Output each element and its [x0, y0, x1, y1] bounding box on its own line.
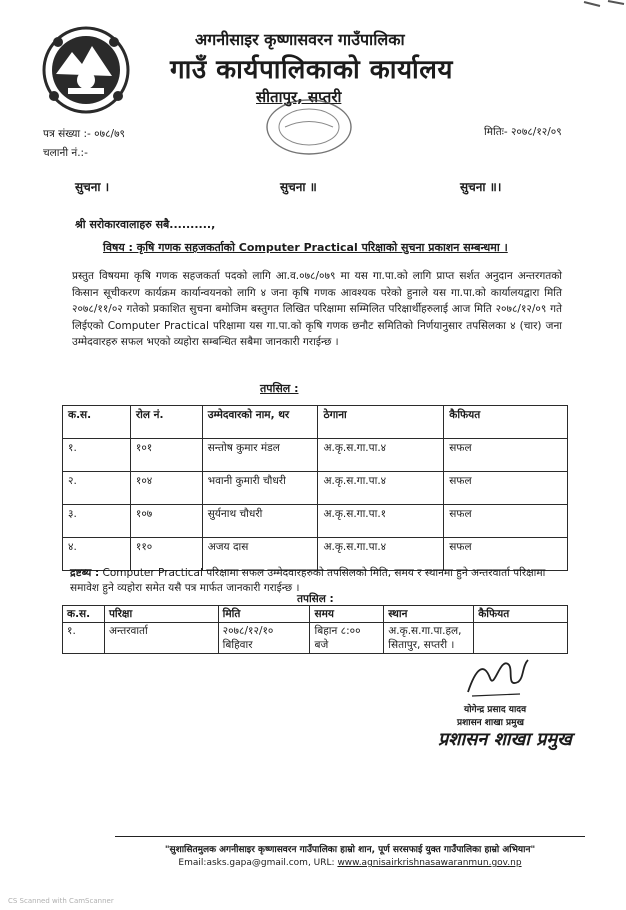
- column-header: समय: [310, 606, 384, 623]
- cell-venue: [384, 623, 474, 654]
- cell-remark: सफल: [444, 439, 568, 472]
- cell-roll: १०७: [130, 505, 202, 538]
- cell-remark: सफल: [444, 505, 568, 538]
- cell-name: सुर्यनाथ चौधरी: [202, 505, 318, 538]
- footer-slogan: "सुशासितमुलक अगनीसाइर कृष्णासवरन गाउँपालिका हाम्रो शान, पूर्ण सरसफाई युक्त गाउँपालिका हाम्रो अभियान": [164, 845, 536, 855]
- email-label: Email:: [178, 858, 207, 868]
- interview-table-title: तपसिल :: [297, 593, 334, 605]
- cell-address: अ.कृ.स.गा.पा.४: [318, 472, 444, 505]
- column-header: कैफियत: [444, 406, 568, 439]
- footer-contact: [112, 858, 588, 868]
- position-stamp: प्रशासन शाखा प्रमुख: [438, 729, 572, 750]
- cell-roll: १०४: [130, 472, 202, 505]
- cell-remark: सफल: [444, 538, 568, 571]
- table-row: [63, 439, 568, 472]
- reference-number: पत्र संख्या :- ०७८/७९: [43, 128, 125, 140]
- results-table-title: तपसिल :: [260, 382, 299, 395]
- column-header: उम्मेदवारको नाम, थर: [202, 406, 318, 439]
- cell-exam: अन्तरवार्ता: [104, 623, 218, 654]
- footer-divider: [115, 836, 585, 837]
- cell-address: अ.कृ.स.गा.पा.४: [318, 439, 444, 472]
- office-seal-stamp: [263, 96, 355, 158]
- column-header: स्थान: [384, 606, 474, 623]
- municipality-name: अगनीसाइर कृष्णासवरन गाउँपालिका: [195, 30, 405, 49]
- cell-name: भवानी कुमारी चौधरी: [202, 472, 318, 505]
- signature-mark: [462, 648, 532, 704]
- signatory-position: प्रशासन शाखा प्रमुख: [457, 718, 524, 728]
- office-location: सीतापुर, सप्तरी: [256, 88, 342, 106]
- body-paragraph: प्रस्तुत विषयमा कृषि गणक सहजकर्ता पदको लागि आ.व.०७८/०७९ मा यस गा.पा.को लागि प्राप्त सर्शत अनुदान अन्तरगतको किसान सूचीकरण कार्यक्रम कार्यान्वयनको लागि ४ जना कृषि गणक आवश्यक परेको हुनाले यस गा.पा.को कार्यालयद्वारा मिति २०७८/११/०२ गतेको प्रकाशित सुचना बमोजिम बस्तुगत लिखित परिक्षामा सम्मिलित परिक्षार्थीहरुलाई आज मिति २०७८/१२/०९ गते लिईएको Computer Practical परिक्षामा यस गा.पा.को कृषि गणक छनौट समितिको निर्णयानुसार तपसिलका ४ (चार) जना उम्मेदवारहरु सफल भएको व्यहोरा सम्बन्धित सबैमा जानकारी गराईन्छ ।: [72, 270, 562, 348]
- interview-table: [62, 605, 568, 654]
- cell-serial: १.: [63, 439, 131, 472]
- cell-serial: ४.: [63, 538, 131, 571]
- column-header: कैफियत: [474, 606, 568, 623]
- table-row: [63, 505, 568, 538]
- column-header: ठेगाना: [318, 406, 444, 439]
- exam-day: बिहिवार: [222, 639, 253, 651]
- cell-name: अजय दास: [202, 538, 318, 571]
- url-label: , URL:: [307, 858, 335, 868]
- website-link[interactable]: www.agnisairkrishnasawaranmun.gov.np: [337, 858, 522, 868]
- government-emblem-icon: [40, 24, 132, 116]
- subject-line: विषय : कृषि गणक सहजकर्ताको Computer Practical परिक्षाको सुचना प्रकाशन सम्बन्धमा ।: [103, 241, 508, 254]
- note-label: द्रष्टब्य :: [70, 567, 100, 579]
- cell-serial: १.: [63, 623, 105, 654]
- results-table: [62, 405, 568, 571]
- scan-edge-mark: [580, 0, 626, 12]
- time-suffix: बजे: [314, 639, 329, 651]
- column-header: परिक्षा: [104, 606, 218, 623]
- note-text: Computer Practical परिक्षामा सफल उम्मेदवारहरुको तपसिलको मिति, समय र स्थानमा हुने अन्तरवार्ता परिक्षामा समावेश हुने व्यहोरा समेत यसै पत्र मार्फत जानकारी गराईन्छ ।: [70, 567, 546, 594]
- column-header: मिति: [218, 606, 310, 623]
- addressee: श्री सरोकारवालाहरु सबै..........,: [75, 218, 216, 231]
- cell-time: [310, 623, 384, 654]
- cell-serial: ३.: [63, 505, 131, 538]
- cell-name: सन्तोष कुमार मंडल: [202, 439, 318, 472]
- office-title: गाउँ कार्यपालिकाको कार्यालय: [170, 55, 453, 85]
- table-header-row: [63, 606, 568, 623]
- time-value: ८:००: [340, 625, 361, 637]
- notice-label-3: सुचना ॥।: [460, 180, 502, 194]
- cell-roll: ११०: [130, 538, 202, 571]
- cell-remark: सफल: [444, 472, 568, 505]
- column-header: क.स.: [63, 606, 105, 623]
- cell-serial: २.: [63, 472, 131, 505]
- dispatch-number: चलानी नं.:-: [43, 147, 88, 159]
- cell-date: [218, 623, 310, 654]
- cell-address: अ.कृ.स.गा.पा.१: [318, 505, 444, 538]
- signatory-name: योगेन्द्र प्रसाद यादव: [464, 705, 527, 715]
- table-header-row: [63, 406, 568, 439]
- column-header: रोल नं.: [130, 406, 202, 439]
- letter-date: मितिः- २०७८/१२/०९: [484, 126, 562, 138]
- table-row: [63, 472, 568, 505]
- venue-line-1: अ.कृ.स.गा.पा.हल,: [388, 625, 462, 637]
- cell-address: अ.कृ.स.गा.पा.४: [318, 538, 444, 571]
- exam-date: २०७८/१२/१०: [222, 625, 274, 637]
- column-header: क.स.: [63, 406, 131, 439]
- cell-roll: १०१: [130, 439, 202, 472]
- time-label: बिहान: [314, 625, 338, 637]
- email-address[interactable]: asks.gapa@gmail.com: [206, 858, 308, 868]
- scanner-watermark: CS Scanned with CamScanner: [8, 897, 114, 905]
- notice-label-1: सुचना ।: [75, 180, 110, 194]
- notice-label-2: सुचना ॥: [280, 180, 317, 194]
- venue-line-2: सितापुर, सप्तरी ।: [388, 639, 455, 651]
